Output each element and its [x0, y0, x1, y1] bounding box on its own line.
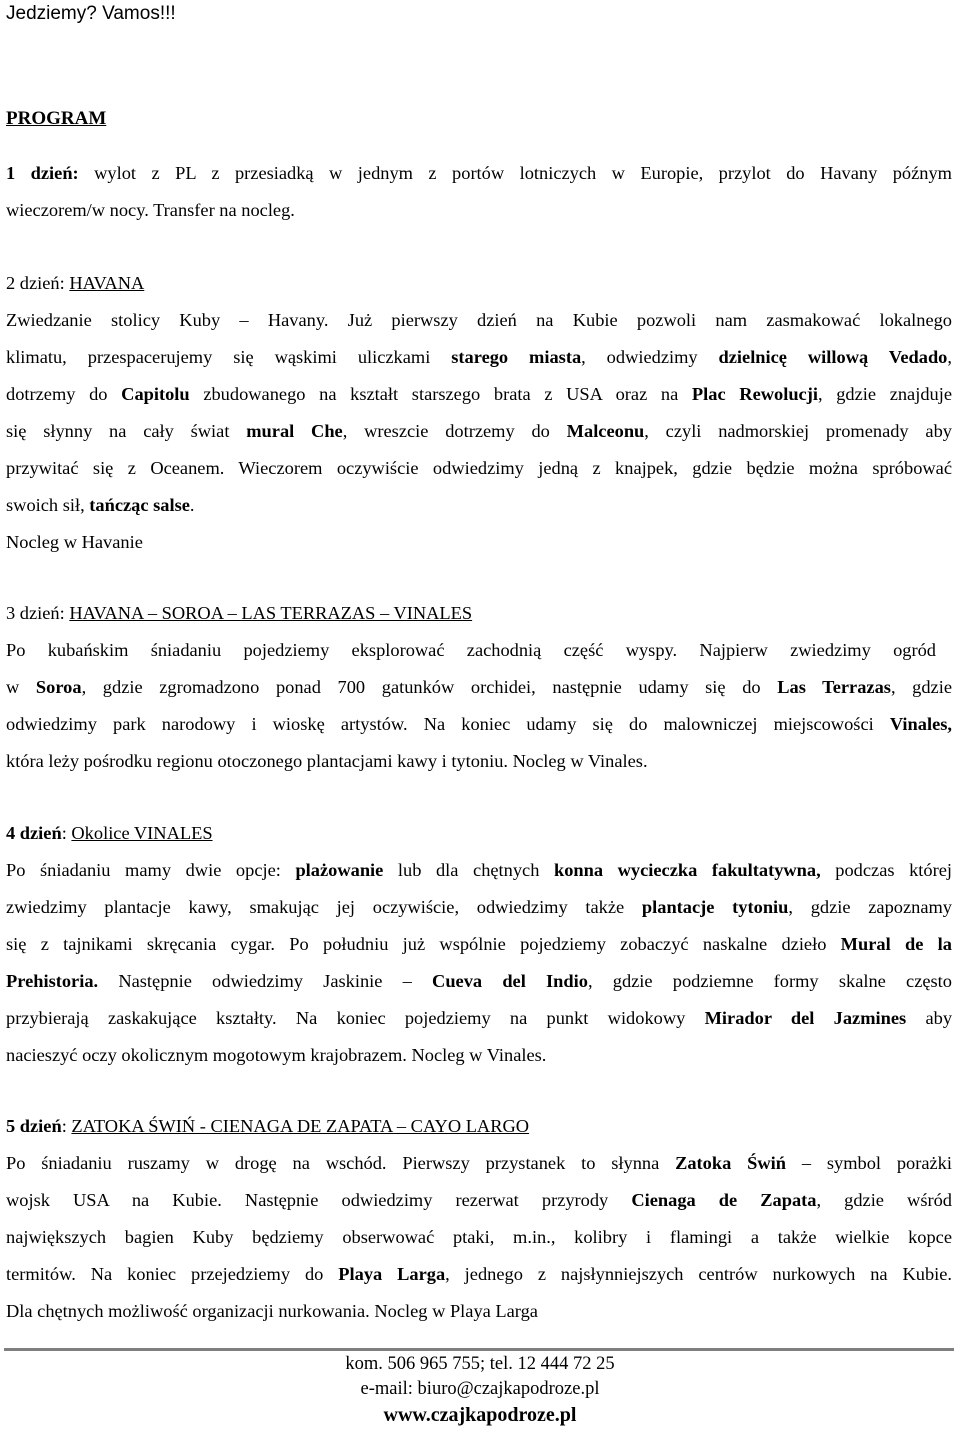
day1-line1: 1 dzień: wylot z PL z przesiadką w jednym z portów lotniczych w Europie, przylot do Havany późnym: [6, 163, 952, 183]
day4-section: [6, 815, 952, 1074]
day1-line2: wieczorem/w nocy. Transfer na nocleg.: [6, 200, 295, 220]
day5-line4: termitów. Na koniec przejedziemy do Playa Larga, jednego z najsłynniejszych centrów nurkowych na Kubie.: [6, 1264, 952, 1284]
footer-website: www.czajkapodroze.pl: [383, 1404, 577, 1426]
day4-line2: zwiedzimy plantacje kawy, smakując jej oczywiście, odwiedzimy także plantacje tytoniu, gdzie zapoznamy: [6, 897, 952, 917]
day5-line1: Po śniadaniu ruszamy w drogę na wschód. Pierwszy przystanek to słynna Zatoka Świń – symbol porażki: [6, 1153, 952, 1173]
day2-section: [6, 265, 952, 561]
day2-line3: dotrzemy do Capitolu zbudowanego na kształt starszego brata z USA oraz na Plac Rewolucji, gdzie znajduje: [6, 384, 952, 404]
day5-line3: największych bagien Kuby będziemy obserwować ptaki, m.in., kolibry i flamingi a także wielkie kopce: [6, 1227, 952, 1247]
day3-route: HAVANA – SOROA – LAS TERRAZAS – VINALES: [69, 603, 473, 623]
footer-email: e-mail: biuro@czajkapodroze.pl: [360, 1379, 600, 1399]
day5-line5: Dla chętnych możliwość organizacji nurkowania. Nocleg w Playa Larga: [6, 1301, 538, 1321]
footer-phone: kom. 506 965 755; tel. 12 444 72 25: [345, 1354, 615, 1374]
day2-line5: przywitać się z Oceanem. Wieczorem oczywiście odwiedzimy jedną z knajpek, gdzie będzie można spróbować: [6, 458, 952, 478]
day5-route: ZATOKA ŚWIŃ - CIENAGA DE ZAPATA – CAYO LARGO: [71, 1116, 530, 1136]
day4-line1: Po śniadaniu mamy dwie opcje: plażowanie lub dla chętnych konna wycieczka fakultatywna, podczas której: [6, 860, 952, 880]
program-heading: PROGRAM: [6, 108, 107, 129]
day3-heading: 3 dzień: HAVANA – SOROA – LAS TERRAZAS – VINALES: [6, 603, 473, 623]
day3-line1: Po kubańskim śniadaniu pojedziemy eksplorować zachodnią część wyspy. Najpierw zwiedzimy ogród: [6, 640, 936, 660]
footer: [0, 1352, 960, 1429]
day5-line2: wojsk USA na Kubie. Następnie odwiedzimy rezerwat przyrody Cienaga de Zapata, gdzie wśród: [6, 1190, 952, 1210]
day4-line4: Prehistoria. Następnie odwiedzimy Jaskinie – Cueva del Indio, gdzie podziemne formy skalne często: [6, 971, 952, 991]
day2-line4: się słynny na cały świat mural Che, wreszcie dotrzemy do Malceonu, czyli nadmorskiej promenady aby: [6, 421, 952, 441]
day3-section: [6, 595, 952, 780]
day3-line3: odwiedzimy park narodowy i wioskę artystów. Na koniec udamy się do malowniczej miejscowości Vinales,: [6, 714, 952, 734]
day2-line7: Nocleg w Havanie: [6, 532, 143, 552]
day2-line1: Zwiedzanie stolicy Kuby – Havany. Już pierwszy dzień na Kubie pozwoli nam zasmakować lokalnego: [6, 310, 952, 330]
day4-line6: nacieszyć oczy okolicznym mogotowym krajobrazem. Nocleg w Vinales.: [6, 1045, 547, 1065]
intro-text: Jedziemy? Vamos!!!: [6, 3, 176, 24]
day2-place: HAVANA: [69, 273, 145, 293]
day4-heading: 4 dzień: Okolice VINALES: [6, 823, 213, 843]
day3-line4: która leży pośrodku regionu otoczonego plantacjami kawy i tytoniu. Nocleg w Vinales.: [6, 751, 648, 771]
day4-line3: się z tajnikami skręcania cygar. Po południu już wspólnie pojedziemy zobaczyć naskalne dzieło Mural de la: [6, 934, 952, 954]
day2-line6: swoich sił, tańcząc salse.: [6, 495, 195, 515]
footer-divider: [4, 1348, 954, 1351]
day4-line5: przybierają zaskakujące kształty. Na koniec pojedziemy na punkt widokowy Mirador del Jazmines aby: [6, 1008, 952, 1028]
day3-line2: w Soroa, gdzie zgromadzono ponad 700 gatunków orchidei, następnie udamy się do Las Terrazas, gdzie: [6, 677, 952, 697]
day4-place: Okolice VINALES: [71, 823, 213, 843]
day1-section: [6, 155, 952, 229]
day5-section: [6, 1108, 952, 1330]
day2-heading: 2 dzień: HAVANA: [6, 273, 145, 293]
day5-heading: 5 dzień: ZATOKA ŚWIŃ - CIENAGA DE ZAPATA – CAYO LARGO: [6, 1116, 530, 1136]
day2-line2: klimatu, przespacerujemy się wąskimi uliczkami starego miasta, odwiedzimy dzielnicę willową Vedado,: [6, 347, 952, 367]
